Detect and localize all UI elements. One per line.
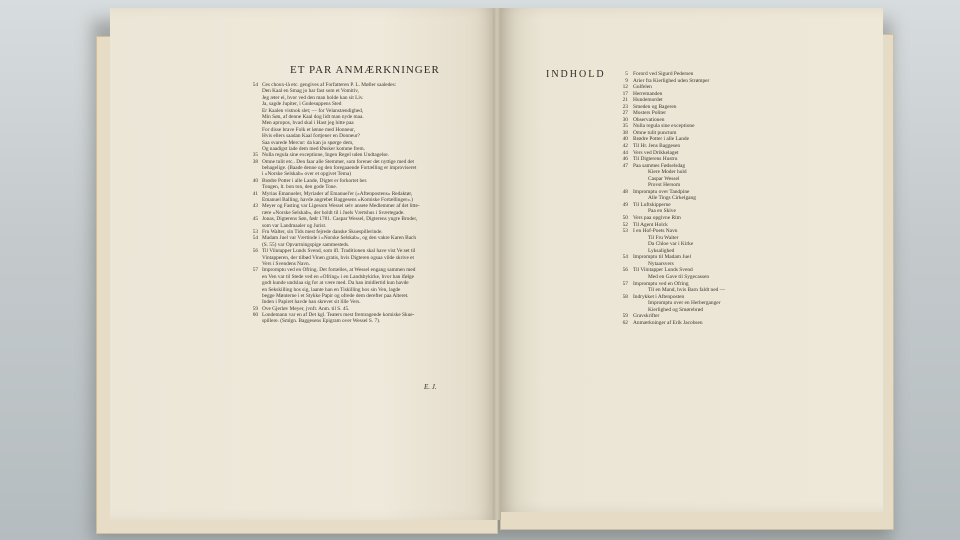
- toc-entry-title: Paa sammes Fødselsdag: [633, 162, 686, 169]
- annotation-page-number: 38: [252, 158, 258, 165]
- annotation-text: Vers i Svendens Navn.: [262, 260, 310, 267]
- annotation-text: Er Kaalen vistnok slet; — for Velanstændighed,: [262, 107, 364, 114]
- annotation-text: Til Viintapper Lunds Svend, som ifl. Traditionen skal have vist Ve:set til: [262, 248, 416, 255]
- annotation-text: Nulla regula sine exceptione, Ingen Regel uden Undtagelse.: [262, 152, 389, 159]
- annotation-text: Ja, sagde Jupiter, i Gudesuppens Sted: [262, 101, 342, 108]
- toc-entry-title: Vers ved Drikkelaget: [633, 149, 679, 156]
- toc-entry-title: Gulfelen: [633, 84, 652, 91]
- toc-page-number: 9: [625, 77, 628, 84]
- annotation-text: i »Norske Selskab« over et opgivet Tema): [262, 171, 351, 178]
- toc-page-number: 42: [622, 143, 628, 150]
- annotation-text: Vintapperen, der tilbød Vinen gratis, hvis Digteren ogsaa vilde skrive et: [262, 254, 414, 261]
- annotation-page-number: 60: [252, 312, 258, 319]
- toc-entry-title: Indrykket i Aftenposten: [633, 293, 685, 300]
- toc-page-number: 54: [622, 254, 628, 261]
- toc-entry-title: Provst Hersom: [648, 182, 681, 189]
- annotation-text: Saa svarede Mercur: da kan jo spørge dem,: [262, 139, 354, 146]
- toc-page-number: 47: [622, 162, 628, 169]
- toc-entry-title: Forord ved Sigurd Pedersen: [633, 71, 694, 77]
- annotation-text: Madam Juel var Værtinde i »Norske Selskab«, og den vakre Karen Bach: [262, 235, 417, 242]
- toc-entry-title: Kierlighed og Smørebrød: [648, 306, 704, 313]
- toc-page-number: 48: [622, 188, 628, 195]
- book-gutter: [493, 8, 501, 520]
- toc-entry-title: Hundemordet: [633, 97, 663, 104]
- annotation-page-number: 54: [252, 82, 258, 88]
- table-of-contents: [618, 71, 798, 326]
- toc-entry-title: Omne tulit punctum: [633, 129, 677, 136]
- annotation-page-number: 35: [252, 152, 258, 159]
- toc-page-number: 30: [622, 116, 628, 123]
- toc-page-number: 53: [622, 228, 628, 235]
- toc-entry-title: Til Viintapper Lunds Svend: [633, 267, 693, 274]
- toc-page-number: 50: [622, 215, 628, 222]
- annotation-text: behagelige. (Baade denne og den foregaaende Fortælling er improviseret: [262, 165, 417, 172]
- toc-entry-title: Impromptu ved en Ofring: [633, 280, 689, 287]
- toc-page-number: 56: [622, 267, 628, 274]
- toc-entry-title: Lyksalighed: [648, 247, 675, 254]
- annotation-text: For disse brave Folk et lønne med Honneur,: [262, 126, 356, 133]
- toc-entry-title: Nulla regula sine exceptione: [633, 123, 695, 130]
- toc-entry-title: Impromptu over en Herberganger: [648, 300, 721, 307]
- toc-page-number: 23: [622, 103, 628, 110]
- toc-page-number: 27: [622, 110, 628, 117]
- annotation-page-number: 43: [252, 203, 258, 210]
- toc-page-number: 57: [622, 280, 628, 287]
- annotation-page-number: 40: [252, 177, 258, 184]
- annotation-text: Den Kaal en Smag jo har fast som et Vomitiv,: [262, 88, 359, 95]
- toc-page-number: 40: [622, 136, 628, 143]
- toc-entry: [618, 320, 798, 327]
- toc-page-number: 21: [622, 97, 628, 104]
- annotation-page-number: 59: [252, 305, 258, 312]
- left-page-header: ET PAR ANMÆRKNINGER: [290, 64, 440, 76]
- annotations-list: [246, 82, 446, 325]
- annotation-text: Londemann var en af Det kgl. Teaters mest fremragende komiske Skue-: [262, 312, 415, 319]
- toc-page-number: 38: [622, 129, 628, 136]
- annotation-text: Jeg æter ei, hvor ved den man holde kan sit Liv.: [262, 94, 364, 101]
- toc-title: INDHOLD: [546, 69, 606, 80]
- annotation-page-number: 57: [252, 267, 258, 274]
- annotation-text: spillere. (Smlgn. Baggesens Epigram over Wessel S. 7).: [262, 318, 381, 325]
- toc-entry-title: Kiere Moder huld: [648, 169, 687, 176]
- toc-entry-title: Til Digterens Hustru: [633, 156, 678, 163]
- toc-page-number: 52: [622, 221, 628, 228]
- annotation-text: Min Søn, af denne Kaal dog lidt man nyde maa.: [262, 113, 364, 120]
- toc-entry-title: Impromptu til Madam Juel: [633, 254, 691, 261]
- annotation-text: Ove Gjerløv Meyer, jvnfr. Anm. til S. 45.: [262, 305, 350, 312]
- annotation-text: en Ven var til Stede ved en »Ofring« i en Landsbykirke, hvor han ifølge: [262, 273, 415, 280]
- toc-page-number: 35: [622, 123, 628, 130]
- toc-entry-title: Anmærkninger af Erik Jacobsen: [633, 319, 703, 326]
- toc-entry-title: Paa en Skive: [648, 208, 676, 215]
- toc-entry-title: Brødre Potter i alle Lande: [633, 136, 689, 143]
- toc-entry-title: Med en Gave til Sygecassen: [648, 273, 710, 280]
- toc-entry-title: Til Agent Holck: [633, 221, 668, 228]
- toc-page-number: 49: [622, 201, 628, 208]
- annotation-text: Fru Walter, sin Tids mest fejrede danske Skuespillerinde.: [262, 228, 383, 235]
- annotation-text: Meyer og Fasting var Ligesom Wessel selv ansete Medlemmer af det litte-: [262, 203, 420, 210]
- toc-entry-title: Caspar Wessel: [648, 175, 680, 182]
- toc-entry-title: Da Chloe var i Kirke: [648, 241, 694, 248]
- toc-entry-title: Gravskrifter: [633, 313, 660, 320]
- annotation-text: Ces choux-là etc. gengives af Forfatteren P. L. Møller saaledes:: [262, 82, 397, 88]
- toc-entry-title: Smeden og Bageren: [633, 103, 677, 110]
- annotation-text: (S. 55) var Opvartningspige sammesteds.: [262, 241, 350, 248]
- annotation-text: rære »Norske Selskab«, der holdt til i Juels Værtshus i Sværtegade.: [262, 209, 405, 216]
- annotation-text: Omne tulit etc.. Den faar alle Stemmer, som forener det nyttige med det: [262, 158, 415, 165]
- toc-entry-title: Til Luftskipperne: [633, 201, 671, 208]
- annotation-page-number: 45: [252, 216, 258, 223]
- annotation-page-number: 41: [252, 190, 258, 197]
- toc-entry-title: Til Hr. Jens Baggesen: [633, 143, 681, 150]
- annotation-line: [246, 318, 446, 324]
- author-signature: E. J.: [424, 383, 437, 391]
- annotation-text: Hvis ellers saadan Kaal fortjener en Donneur?: [262, 133, 360, 140]
- annotation-text: som var Landmaaler og Jurist.: [262, 222, 327, 229]
- toc-entry-title: I en Hof-Poets Navn: [633, 228, 678, 235]
- toc-entry-title: Alle Tings Cirkelgang: [648, 195, 696, 202]
- toc-entry-title: Til en Mand, hvis Barn faldt ned —: [648, 287, 726, 294]
- toc-entry-title: Herremanden: [633, 90, 663, 97]
- annotation-text: begge Mønterne i et Stykke Papir og ofrede dem derefter paa Alteret.: [262, 292, 409, 299]
- toc-entry-title: Nytaarsvers: [648, 260, 674, 267]
- annotation-text: Og naadigst lade dem med Ønsker komme frem.: [262, 145, 365, 152]
- annotation-text: godt kunde undslaa sig for at være med. Da han imidlertid kun havde: [262, 280, 409, 287]
- toc-entry-title: Observationen: [633, 116, 665, 123]
- toc-page-number: 17: [622, 90, 628, 97]
- toc-page-number: 44: [622, 149, 628, 156]
- toc-page-number: 59: [622, 313, 628, 320]
- toc-entry-title: Impromptu over Tandpine: [633, 188, 690, 195]
- annotation-text: Inden i Papiret havde han skrevet sit lille Vers.: [262, 299, 361, 306]
- toc-page-number: 62: [622, 319, 628, 326]
- annotation-text: Emanuel Balling, havde angrebet Baggesens »Komiske Fortællinger«.): [262, 197, 413, 204]
- annotation-text: Tongen, lt. bon ton, den gode Tone.: [262, 184, 338, 191]
- toc-page-number: 58: [622, 293, 628, 300]
- toc-page-number: 46: [622, 156, 628, 163]
- toc-entry-title: Mosters Politer: [633, 110, 667, 117]
- annotation-page-number: 54: [252, 235, 258, 242]
- annotation-page-number: 56: [252, 248, 258, 255]
- toc-entry-title: Vers paa opgivne Rim: [633, 215, 681, 222]
- toc-entry-title: Til Fru Walter: [648, 234, 679, 241]
- annotation-text: en Sekskilling hos sig, laante han en Tiskilling hos sin Ven, lagde: [262, 286, 401, 293]
- annotation-text: Myrias Emanueler, Myriader af Emanuel'er (»Aftenpostens« Redaktør,: [262, 190, 413, 197]
- annotation-page-number: 53: [252, 228, 258, 235]
- annotation-text: Impromptu ved en Ofring. Det fortælles, at Wessel engang sammen med: [262, 267, 416, 274]
- annotation-text: Jonas, Digterens Søn, fødr 1781. Caspar Wessel, Digterens yngre Broder,: [262, 216, 418, 223]
- annotation-text: Brødre Potter i alle Lande, Digtet er forkortet her.: [262, 177, 368, 184]
- toc-entry-title: Arier fra Kierlighed uden Strømper: [633, 77, 710, 84]
- toc-page-number: 5: [625, 71, 628, 77]
- annotation-text: Men apropos, hvad skal i Hast jeg hitte paa: [262, 120, 354, 127]
- toc-page-number: 12: [622, 84, 628, 91]
